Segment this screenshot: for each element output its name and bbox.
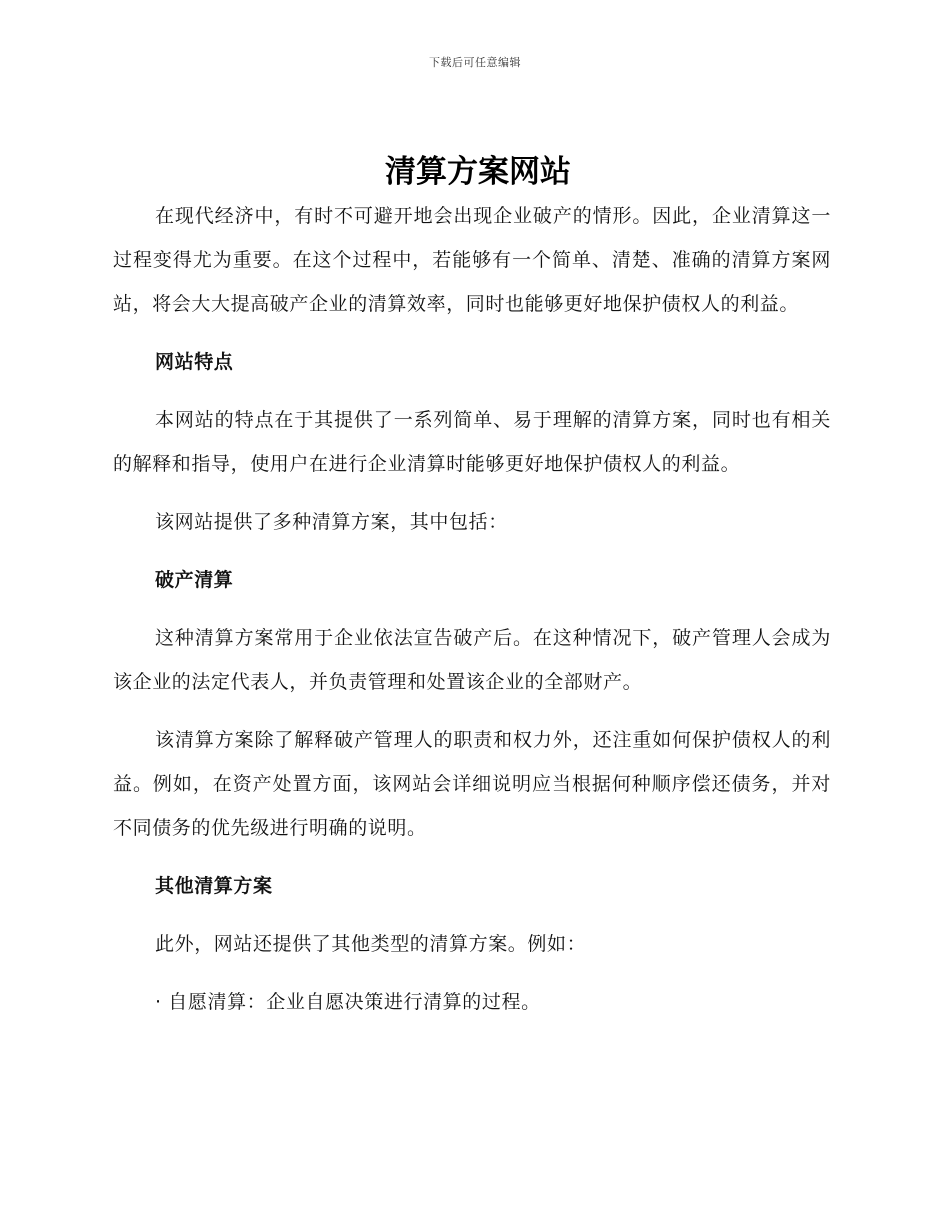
intro-paragraph: 在现代经济中，有时不可避开地会出现企业破产的情形。因此，企业清算这一过程变得尤为重要。在这个过程中，若能够有一个简单、清楚、准确的清算方案网站，将会大大提高破产企业的清算效率，同时也能够更好地保护债权人的利益。: [113, 205, 831, 315]
other-paragraph-1: 此外，网站还提供了其他类型的清算方案。例如：: [155, 933, 587, 955]
features-paragraph-2: 该网站提供了多种清算方案，其中包括：: [155, 511, 508, 533]
document-title: 清算方案网站: [385, 154, 571, 190]
section-heading-other: 其他清算方案: [155, 875, 273, 897]
page-header-note: 下载后可任意编辑: [429, 56, 521, 69]
section-heading-bankruptcy: 破产清算: [155, 569, 234, 591]
list-item: · 自愿清算：企业自愿决策进行清算的过程。: [155, 991, 541, 1013]
bankruptcy-paragraph-1: 这种清算方案常用于企业依法宣告破产后。在这种情况下，破产管理人会成为该企业的法定代表人，并负责管理和处置该企业的全部财产。: [113, 627, 831, 693]
bankruptcy-paragraph-2: 该清算方案除了解释破产管理人的职责和权力外，还注重如何保护债权人的利益。例如，在资产处置方面，该网站会详细说明应当根据何种顺序偿还债务，并对不同债务的优先级进行明确的说明。: [113, 729, 831, 839]
features-paragraph-1: 本网站的特点在于其提供了一系列简单、易于理解的清算方案，同时也有相关的解释和指导，使用户在进行企业清算时能够更好地保护债权人的利益。: [113, 409, 831, 475]
section-heading-features: 网站特点: [155, 351, 234, 373]
document-body: [113, 150, 831, 1024]
